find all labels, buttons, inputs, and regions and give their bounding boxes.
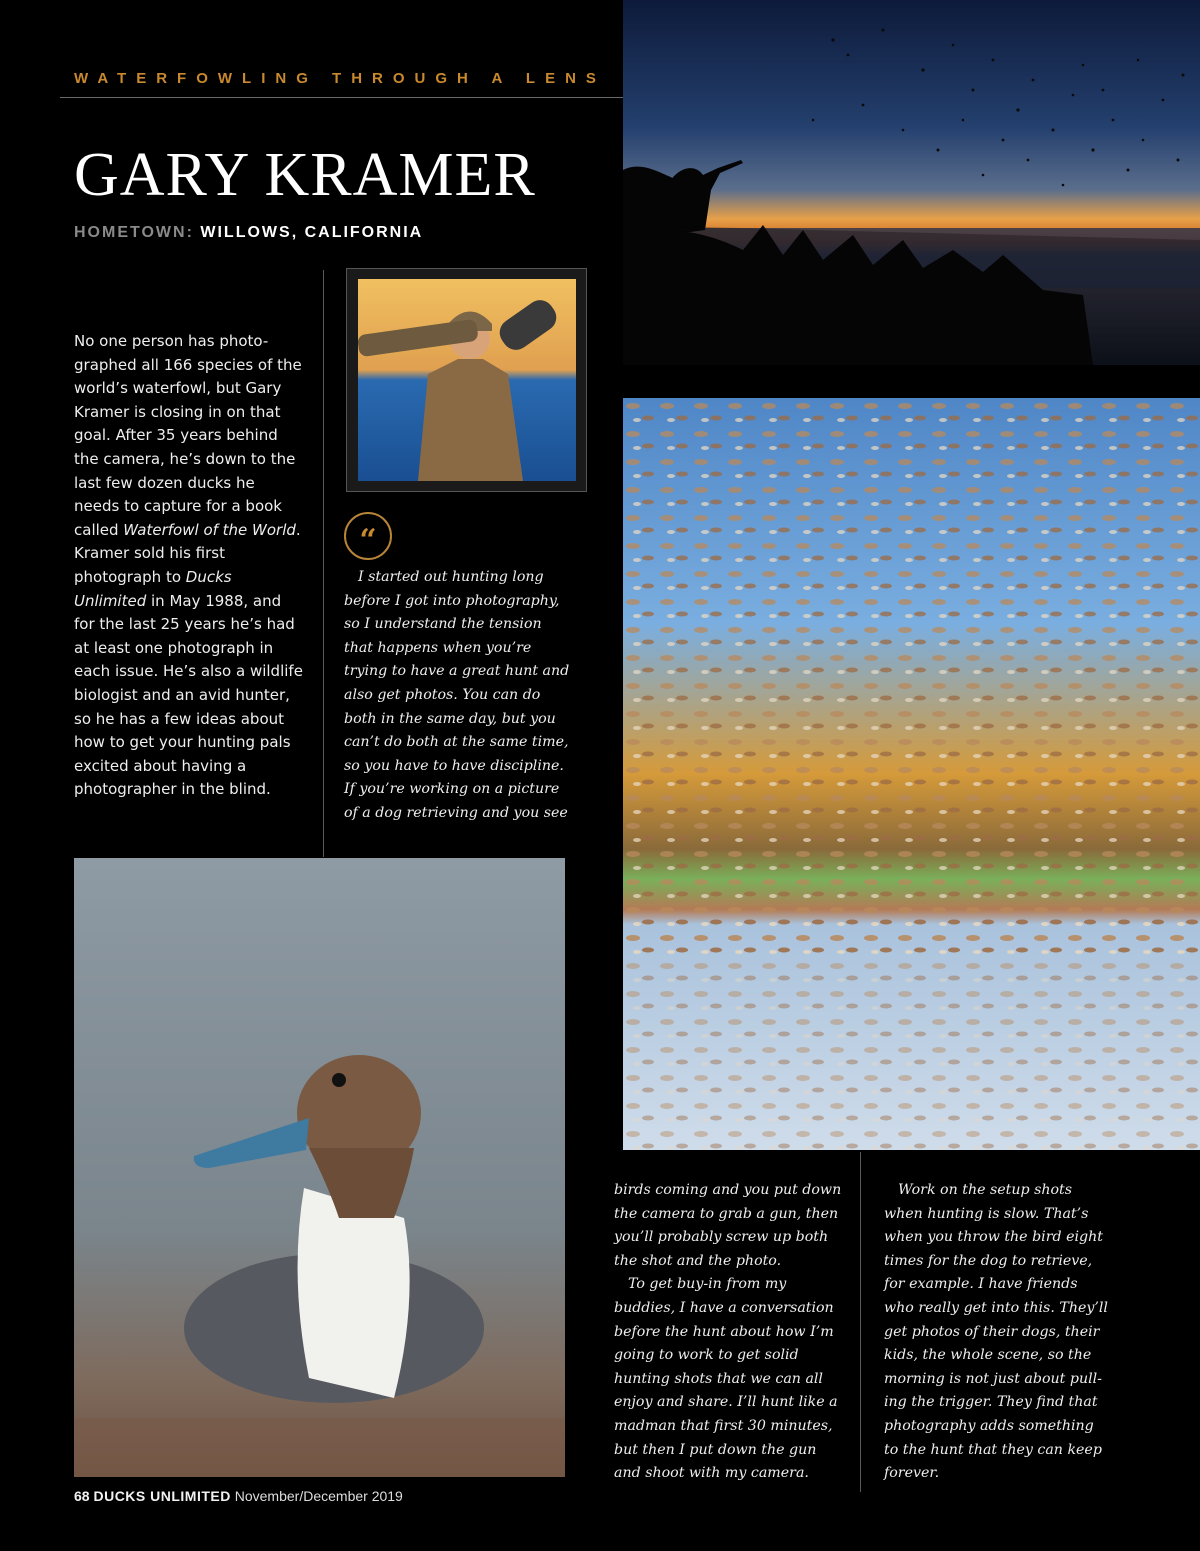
duck-flock-photo	[623, 398, 1200, 1150]
quote-column-1	[344, 566, 574, 826]
gary-kramer-portrait	[358, 279, 576, 481]
magazine-name: DUCKS UNLIMITED	[93, 1488, 231, 1504]
book-title: Waterfowl of the World	[123, 520, 296, 539]
page-title: GARY KRAMER	[74, 141, 536, 209]
quote-paragraph-1: I started out hunting long before I got into photography, so I understand the tension that happens when you’re trying to have a great hunt and also get photos. You can do both in the same day, but you can’t do both at the same time, so you have to have discipline. If you’re working on a picture of a dog retrieving and you see	[344, 569, 570, 821]
intro-part1: No one person has photo-graphed all 166 species of the world’s waterfowl, but Gary Kramer is closing in on that goal. After 35 years behind the camera, he’s down to the last few dozen ducks he needs to capture for a book called	[74, 332, 302, 539]
hometown-line	[74, 224, 423, 242]
sunset-hunter-photo	[623, 0, 1200, 365]
quote-mark-icon: “	[344, 512, 392, 560]
hometown-value: WILLOWS, CALIFORNIA	[200, 224, 424, 241]
quote-paragraph-4: Work on the setup shots when hunting is slow. That’s when you throw the bird eight times for the dog to retrieve, for example. I have friends who really get into this. They’ll get photos of their dogs, their kids, the whole scene, so the morning is not just about pull-ing the trigger. They find that photography adds something to the hunt that they can keep forever.	[884, 1182, 1108, 1482]
page-number: 68	[74, 1488, 90, 1504]
page-footer	[74, 1488, 403, 1504]
intro-part3: in May 1988, and for the last 25 years he’s had at least one photograph in each issue. He’s also a wildlife biologist and an avid hunter, so he has a few ideas about how to get your hunting pals excited about having a photographer in the blind.	[74, 591, 303, 799]
issue-date: November/December 2019	[234, 1488, 403, 1504]
quote-paragraph-2: birds coming and you put down the camera to grab a gun, then you’ll probably screw up both the shot and the photo.	[614, 1182, 842, 1269]
magazine-title: Ducks Unlimited	[74, 567, 232, 610]
quote-column-2	[614, 1179, 842, 1486]
intro-part2: . Kramer sold his first photograph to	[74, 520, 301, 586]
section-kicker: WATERFOWLING THROUGH A LENS	[74, 70, 606, 87]
quote-column-3	[884, 1179, 1110, 1486]
hometown-label: HOMETOWN:	[74, 224, 194, 241]
column-divider-2	[860, 1152, 861, 1492]
header-divider	[60, 97, 623, 98]
pintail-duck-photo	[74, 858, 565, 1477]
column-divider-1	[323, 270, 324, 857]
quote-paragraph-3: To get buy-in from my buddies, I have a conversation before the hunt about how I’m going to work to get solid hunting shots that we can all enjoy and share. I’ll hunt like a madman that first 30 minutes, but then I put down the gun and shoot with my camera.	[614, 1276, 838, 1482]
intro-paragraph	[74, 330, 304, 802]
portrait-frame	[346, 268, 587, 492]
